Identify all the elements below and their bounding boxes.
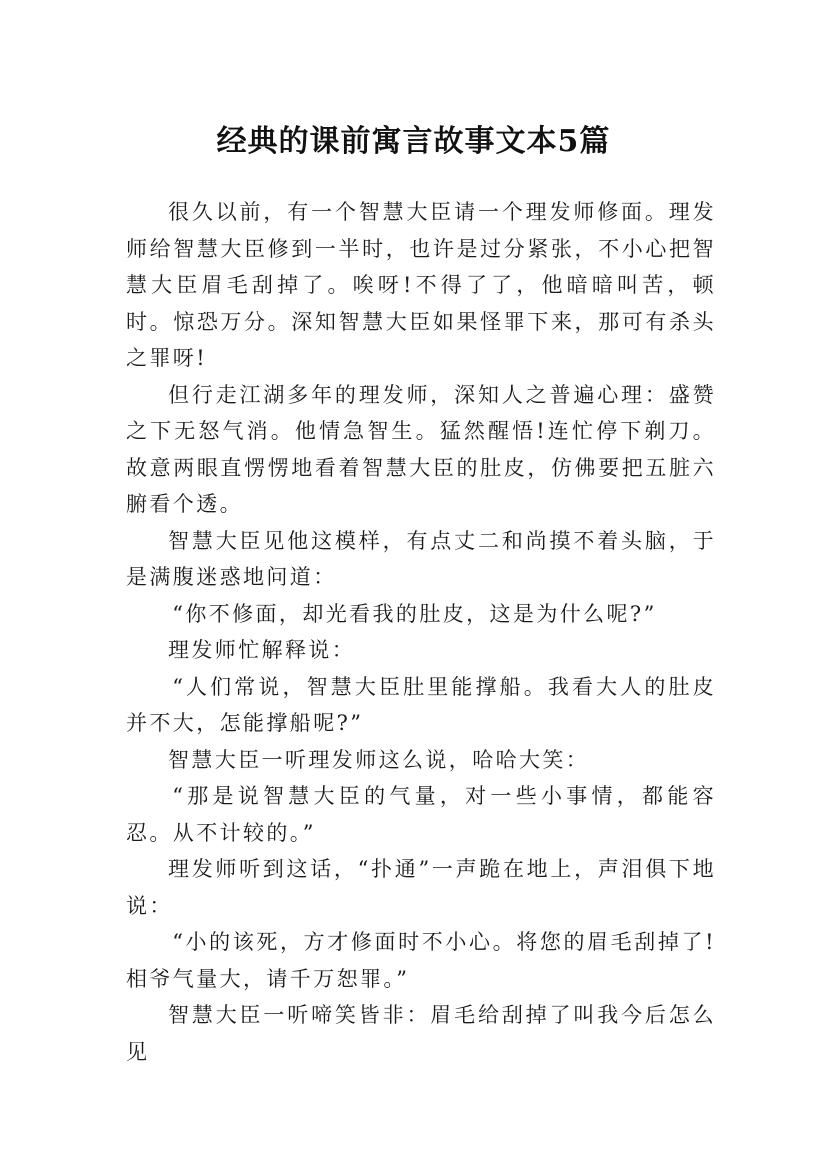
paragraph: 理发师忙解释说： — [168, 638, 356, 662]
paragraph: 智慧大臣一听啼笑皆非：眉毛给刮掉了叫我今后怎么见 — [126, 1003, 716, 1064]
dialogue-paragraph: “那是说智慧大臣的气量，对一些小事情，都能容忍。从不计较的。” — [126, 784, 716, 845]
paragraph: 理发师听到这话，“扑通”一声跪在地上，声泪俱下地说： — [126, 857, 716, 918]
dialogue-paragraph: “你不修面，却光看我的肚皮，这是为什么呢?” — [172, 601, 657, 626]
paragraph: 但行走江湖多年的理发师，深知人之普遍心理：盛赞之下无怒气消。他情急智生。猛然醒悟!连忙停下剃刀。故意两眼直愣愣地看着智慧大臣的肚皮，仿佛要把五脏六腑看个透。 — [126, 382, 716, 516]
paragraph: 智慧大臣见他这模样，有点丈二和尚摸不着头脑，于是满腹迷惑地问道： — [126, 528, 716, 589]
document-title: 经典的课前寓言故事文本5篇 — [216, 124, 611, 160]
document-body — [126, 194, 716, 1070]
paragraph: 智慧大臣一听理发师这么说，哈哈大笑： — [168, 747, 590, 772]
paragraph: 很久以前，有一个智慧大臣请一个理发师修面。理发师给智慧大臣修到一半时，也许是过分紧张，不小心把智慧大臣眉毛刮掉了。唉呀!不得了了，他暗暗叫苦，顿时。惊恐万分。深知智慧大臣如果怪罪下来，那可有杀头之罪呀! — [126, 200, 716, 370]
dialogue-paragraph: “人们常说，智慧大臣肚里能撑船。我看大人的肚皮并不大，怎能撑船呢?” — [126, 674, 716, 735]
dialogue-paragraph: “小的该死，方才修面时不小心。将您的眉毛刮掉了!相爷气量大，请千万恕罪。” — [126, 930, 716, 991]
